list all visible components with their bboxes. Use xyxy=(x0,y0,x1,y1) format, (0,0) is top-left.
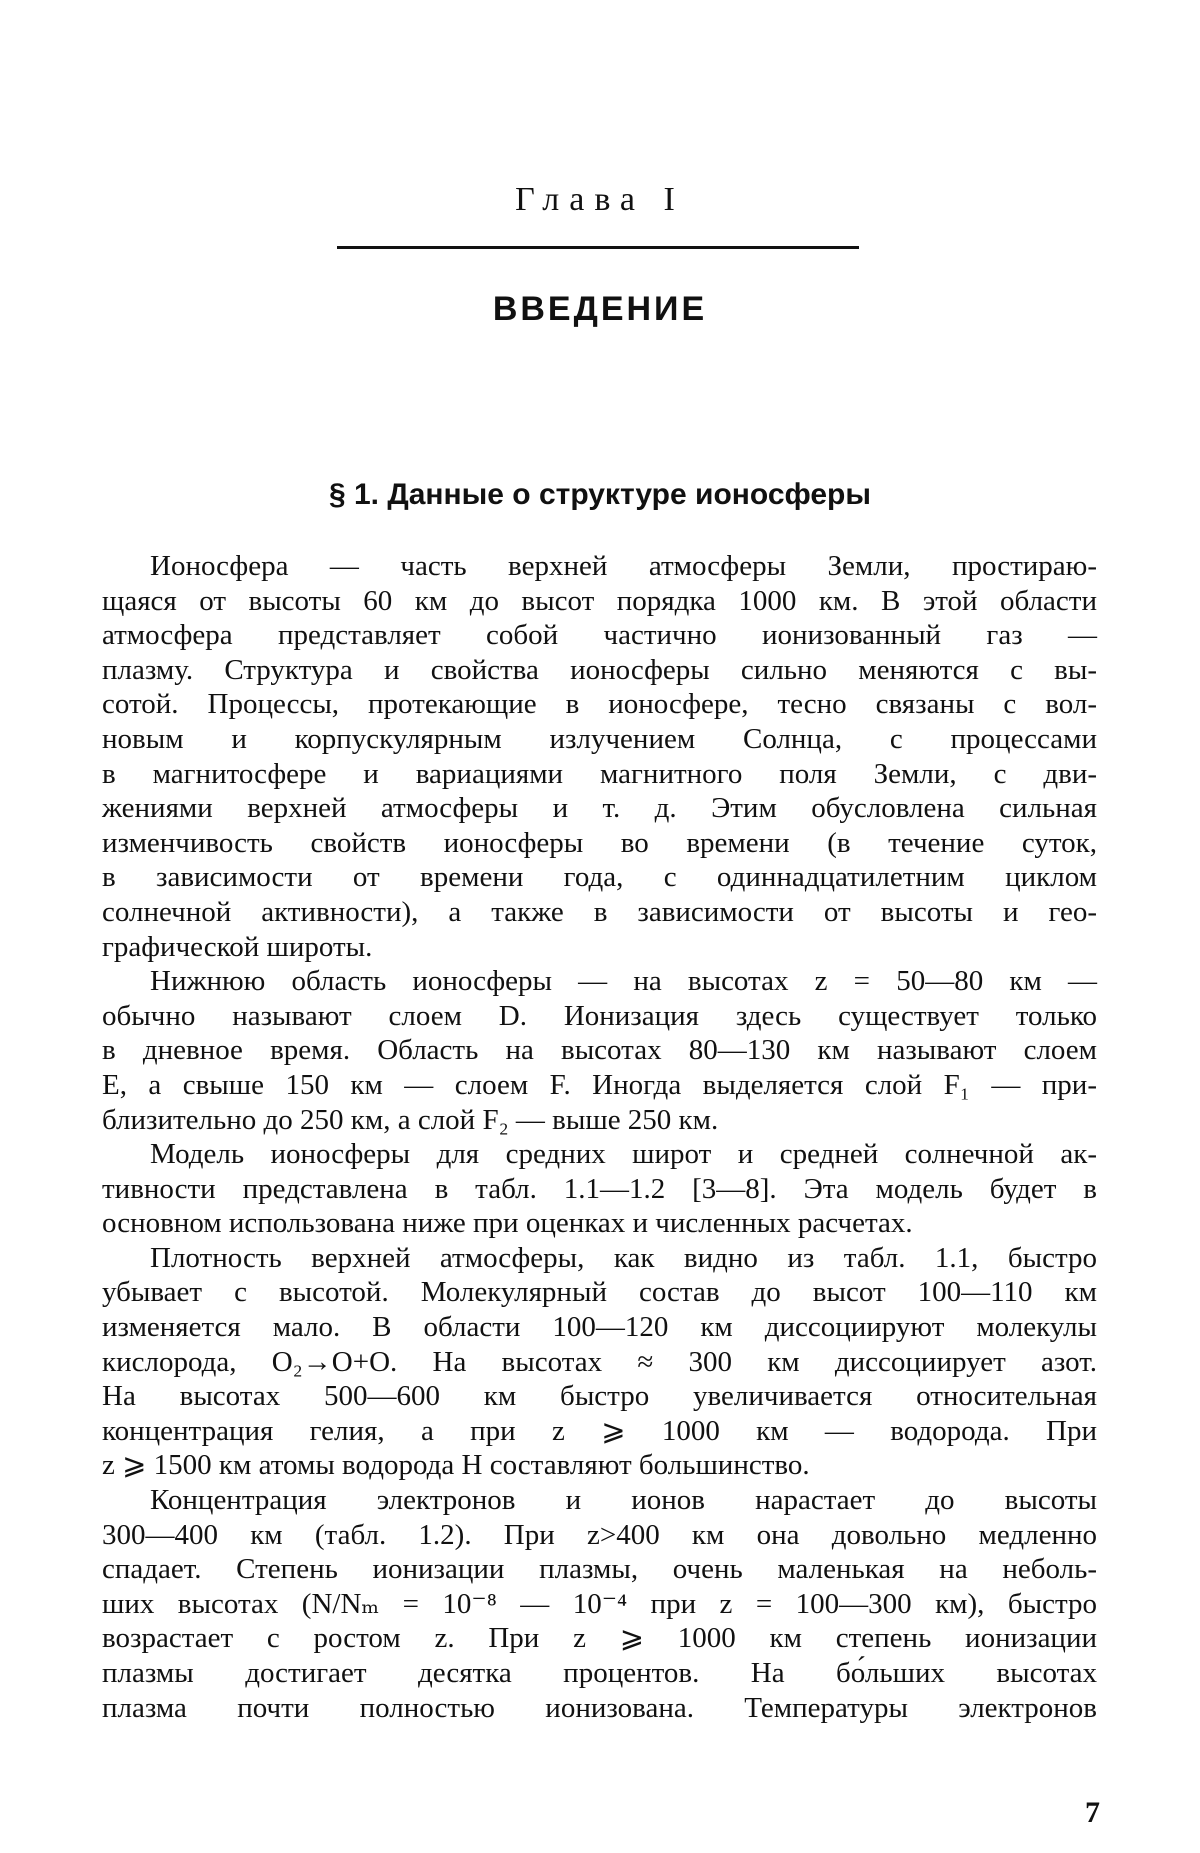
text-line: 300—400 км (табл. 1.2). При z>400 км она довольно медленно xyxy=(102,1518,1097,1553)
text-line: атмосфера представляет собой частично ионизованный газ — xyxy=(102,618,1097,653)
text-line: жениями верхней атмосферы и т. д. Этим обусловлена сильная xyxy=(102,791,1097,826)
text-line: концентрация гелия, а при z ⩾ 1000 км — водорода. При xyxy=(102,1414,1097,1449)
heading-divider xyxy=(337,246,859,249)
text-line: Концентрация электронов и ионов нарастает до высоты xyxy=(102,1483,1097,1518)
paragraph xyxy=(102,964,1097,1137)
book-page xyxy=(0,0,1200,1853)
text-line: Модель ионосферы для средних широт и средней солнечной ак- xyxy=(102,1137,1097,1172)
page-number: 7 xyxy=(1070,1796,1100,1830)
text-line: сотой. Процессы, протекающие в ионосфере, тесно связаны с вол- xyxy=(102,687,1097,722)
text-line: щаяся от высоты 60 км до высот порядка 1000 км. В этой области xyxy=(102,584,1097,619)
body-text xyxy=(102,549,1097,1725)
chapter-heading: Глава I xyxy=(0,181,1200,219)
text-line: в магнитосфере и вариациями магнитного поля Земли, с дви- xyxy=(102,757,1097,792)
text-line: графической широты. xyxy=(102,930,1097,965)
text-line: новым и корпускулярным излучением Солнца, с процессами xyxy=(102,722,1097,757)
text-line: Нижнюю область ионосферы — на высотах z = 50—80 км — xyxy=(102,964,1097,999)
text-line: основном использована ниже при оценках и численных расчетах. xyxy=(102,1206,1097,1241)
text-line: в дневное время. Область на высотах 80—130 км называют слоем xyxy=(102,1033,1097,1068)
text-line: На высотах 500—600 км быстро увеличивается относительная xyxy=(102,1379,1097,1414)
paragraph xyxy=(102,1137,1097,1241)
text-line: тивности представлена в табл. 1.1—1.2 [3—8]. Эта модель будет в xyxy=(102,1172,1097,1207)
text-line: плазмы достигает десятка процентов. На бо́льших высотах xyxy=(102,1656,1097,1691)
text-line: ших высотах (N/Nₘ = 10⁻⁸ — 10⁻⁴ при z = 100—300 км), быстро xyxy=(102,1587,1097,1622)
section-heading: § 1. Данные о структуре ионосферы xyxy=(0,478,1200,512)
text-line: в зависимости от времени года, с одиннадцатилетним циклом xyxy=(102,860,1097,895)
text-line: z ⩾ 1500 км атомы водорода H составляют большинство. xyxy=(102,1448,1097,1483)
text-line: изменчивость свойств ионосферы во времени (в течение суток, xyxy=(102,826,1097,861)
text-line: плазма почти полностью ионизована. Температуры электронов xyxy=(102,1691,1097,1726)
text-line: изменяется мало. В области 100—120 км диссоциируют молекулы xyxy=(102,1310,1097,1345)
text-line: спадает. Степень ионизации плазмы, очень маленькая на неболь- xyxy=(102,1552,1097,1587)
paragraph xyxy=(102,1483,1097,1725)
text-line: убывает с высотой. Молекулярный состав до высот 100—110 км xyxy=(102,1275,1097,1310)
paragraph xyxy=(102,549,1097,964)
text-line: близительно до 250 км, а слой F₂ — выше 250 км. xyxy=(102,1103,1097,1138)
text-line: возрастает с ростом z. При z ⩾ 1000 км степень ионизации xyxy=(102,1621,1097,1656)
text-line: солнечной активности), а также в зависимости от высоты и гео- xyxy=(102,895,1097,930)
paragraph xyxy=(102,1241,1097,1483)
text-line: E, а свыше 150 км — слоем F. Иногда выделяется слой F₁ — при- xyxy=(102,1068,1097,1103)
text-line: Плотность верхней атмосферы, как видно из табл. 1.1, быстро xyxy=(102,1241,1097,1276)
text-line: обычно называют слоем D. Ионизация здесь существует только xyxy=(102,999,1097,1034)
text-line: плазму. Структура и свойства ионосферы сильно меняются с вы- xyxy=(102,653,1097,688)
text-line: кислорода, O₂→O+O. На высотах ≈ 300 км диссоциирует азот. xyxy=(102,1345,1097,1380)
text-line: Ионосфера — часть верхней атмосферы Земли, простираю- xyxy=(102,549,1097,584)
chapter-title: ВВЕДЕНИЕ xyxy=(0,290,1200,329)
